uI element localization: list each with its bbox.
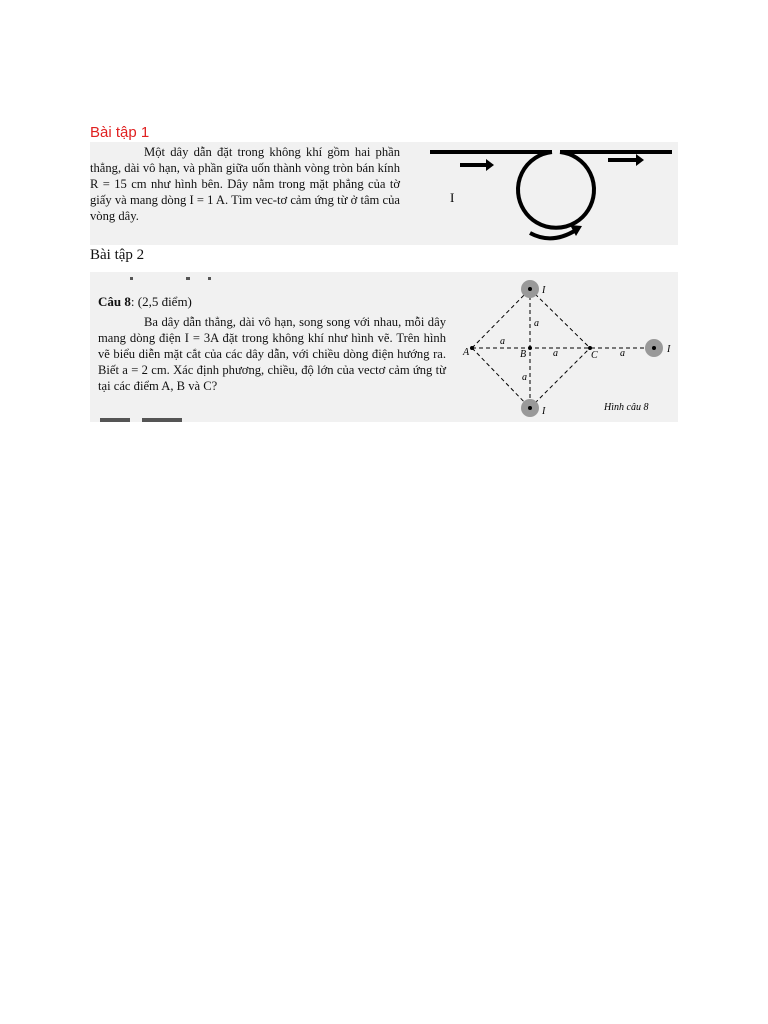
current-label: I bbox=[450, 190, 455, 205]
wire-right-label: I bbox=[667, 344, 671, 355]
exercise2-scan bbox=[90, 272, 678, 422]
dashed-line bbox=[530, 289, 590, 348]
dist-label: a bbox=[522, 372, 527, 383]
curved-arrow bbox=[530, 230, 576, 238]
dist-label: a bbox=[500, 336, 505, 347]
exercise1-scan bbox=[90, 142, 678, 245]
loop-wire-figure bbox=[430, 142, 678, 245]
exercise1-heading: Bài tập 1 bbox=[90, 124, 150, 141]
three-wires-figure bbox=[460, 272, 678, 422]
question-title: Câu 8: (2,5 điểm) bbox=[98, 294, 192, 309]
wire-loop bbox=[518, 152, 594, 228]
dashed-line bbox=[530, 348, 590, 408]
point-b-label: B bbox=[520, 349, 527, 360]
exercise2-text: Ba dây dẫn thẳng, dài vô hạn, song song với nhau, mỗi dây mang dòng điện I = 3A đặt trong không khí như hình vẽ. Trên hình vẽ biểu diễn mặt cắt của các dây dẫn, với chiều dòng điện hướng ra. Biết a = 2 cm. Xác định phương, chiều, độ lớn của vectơ cảm ứng từ tại các điểm A, B và C? bbox=[98, 315, 446, 393]
figure-caption: Hình câu 8 bbox=[604, 402, 649, 413]
point-b bbox=[528, 346, 532, 350]
dist-label: a bbox=[534, 318, 539, 329]
point-a-label: A bbox=[463, 347, 470, 358]
arrow-right-icon bbox=[608, 154, 644, 166]
point-a bbox=[470, 346, 474, 350]
arrow-right-icon bbox=[460, 159, 494, 171]
wire-bottom-label: I bbox=[542, 406, 546, 417]
dist-label: a bbox=[620, 348, 625, 359]
dist-label: a bbox=[553, 348, 558, 359]
exercise1-text: Một dây dẫn đặt trong không khí gồm hai phần thẳng, dài vô hạn, và phần giữa uốn thành vòng tròn bán kính R = 15 cm như hình bên. Dây nằm trong mặt phẳng của tờ giấy và mang dòng I = 1 A. Tìm vec-tơ cảm ứng từ ở tâm của vòng dây. bbox=[90, 145, 400, 223]
exercise2-heading: Bài tập 2 bbox=[90, 247, 145, 263]
point-c-label: C bbox=[591, 350, 598, 361]
wire-top-label: I bbox=[542, 285, 546, 296]
